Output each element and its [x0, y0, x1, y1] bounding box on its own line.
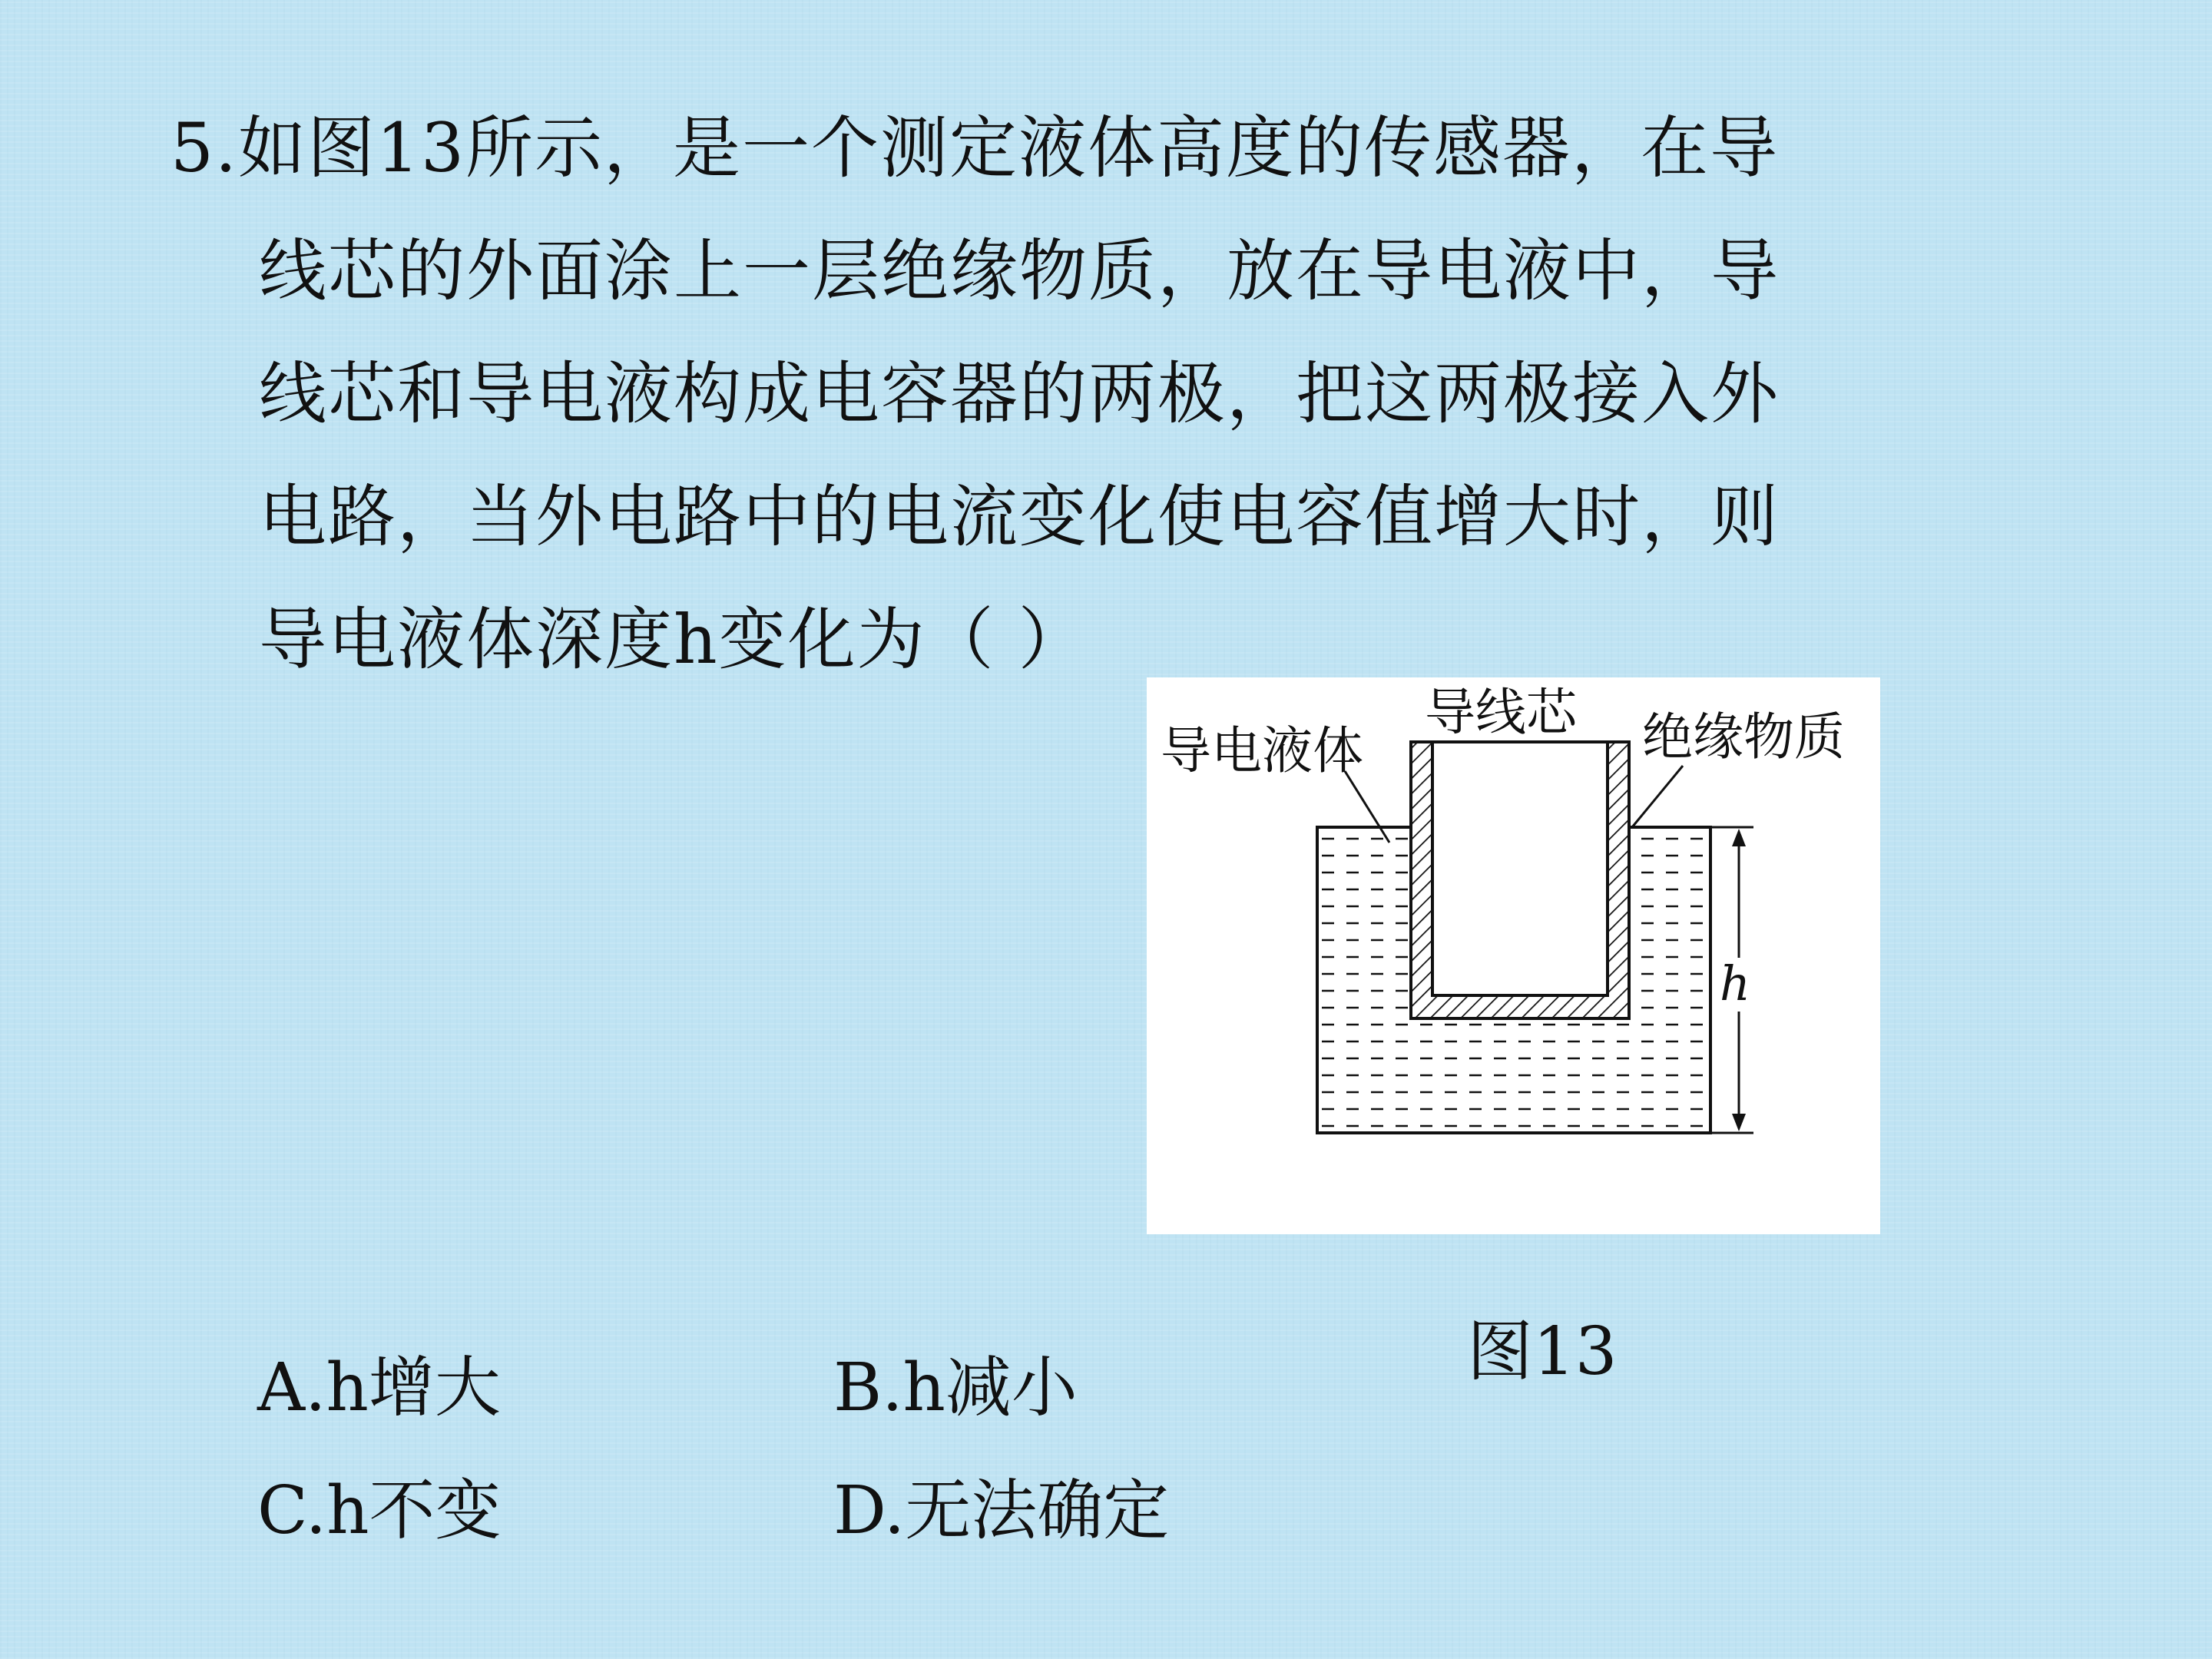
wire-core [1432, 742, 1608, 995]
label-conductive-liquid: 导电液体 [1161, 721, 1363, 780]
insulator-leader-line [1632, 766, 1683, 827]
sensor-figure [1147, 677, 1880, 1234]
label-insulating-material: 绝缘物质 [1642, 707, 1845, 767]
label-wire-core: 导线芯 [1425, 683, 1577, 742]
question-line-4: 电路，当外电路中的电流变化使电容值增大时，则 [259, 477, 1780, 556]
option-d[interactable]: D.无法确定 [833, 1472, 1170, 1549]
height-arrow-down [1732, 1114, 1746, 1131]
figure-caption: 图13 [1467, 1313, 1618, 1390]
question-line-3: 线芯和导电液构成电容器的两极，把这两极接入外 [259, 354, 1780, 433]
label-height: h [1720, 955, 1750, 1012]
option-b[interactable]: B.h减小 [833, 1349, 1078, 1426]
sensor-diagram [1147, 677, 1880, 1234]
option-a[interactable]: A.h增大 [257, 1349, 501, 1426]
question-line-1: 5.如图13所示，是一个测定液体高度的传感器，在导 [171, 108, 1779, 187]
option-c[interactable]: C.h不变 [257, 1472, 502, 1549]
height-arrow-up [1732, 829, 1746, 846]
question-line-5: 导电液体深度h变化为（ ） [259, 600, 1088, 679]
question-line-2: 线芯的外面涂上一层绝缘物质，放在导电液中，导 [259, 231, 1780, 310]
